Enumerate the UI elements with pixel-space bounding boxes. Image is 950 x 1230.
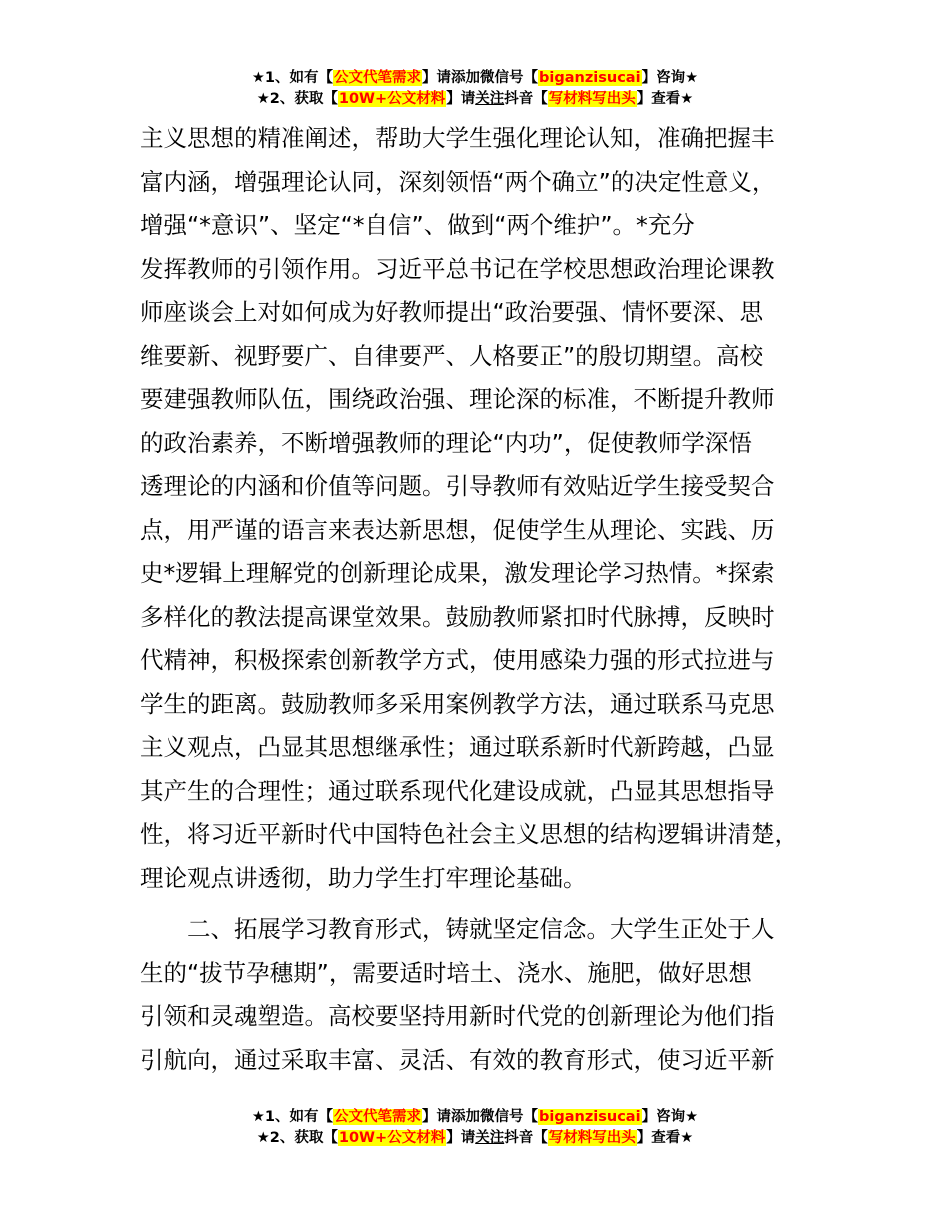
- footer-banner-line-1: ★1、如有【公文代笔需求】请添加微信号【biganzisucai】咨询★: [251, 1109, 699, 1125]
- text-line: 二、拓展学习教育形式，铸就坚定信念。大学生正处于人: [140, 915, 775, 943]
- header-banner-line-2: ★2、获取【10W+公文材料】请关注抖音【写材料写出头】查看★: [256, 91, 694, 107]
- header-highlight-service: 公文代笔需求: [334, 70, 422, 86]
- footer-banner-line-2: ★2、获取【10W+公文材料】请关注抖音【写材料写出头】查看★: [256, 1130, 694, 1146]
- footer-highlight-materials: 10W+公文材料: [338, 1130, 446, 1146]
- text-line: 主义思想的精准阐述，帮助大学生强化理论认知，准确把握丰: [140, 124, 775, 152]
- header-banner: [0, 68, 950, 110]
- text-line: 点，用严谨的语言来表达新思想，促使学生从理论、实践、历: [140, 515, 775, 544]
- text-line: 富内涵，增强理论认同，深刻领悟“两个确立”的决定性意义，: [140, 167, 776, 196]
- text-line: 性，将习近平新时代中国特色社会主义思想的结构逻辑讲清楚，: [140, 820, 798, 848]
- text-line: 理论观点讲透彻，助力学生打牢理论基础。: [140, 863, 587, 892]
- text-line: 发挥教师的引领作用。习近平总书记在学校思想政治理论课教: [140, 254, 775, 283]
- text-line: 维要新、视野要广、自律要严、人格要正”的殷切期望。高校: [140, 341, 764, 370]
- document-body: [140, 117, 840, 1082]
- text-line: 引航向，通过采取丰富、灵活、有效的教育形式，使习近平新: [140, 1045, 775, 1074]
- text-line: 多样化的教法提高课堂效果。鼓励教师紧扣时代脉搏，反映时: [140, 602, 775, 631]
- text-line: 透理论的内涵和价值等问题。引导教师有效贴近学生接受契合: [140, 472, 775, 500]
- footer-banner: [0, 1107, 950, 1149]
- paragraph-1: [140, 117, 840, 900]
- text-line: 增强“*意识”、坚定“*自信”、做到“两个维护”。*充分: [140, 211, 695, 239]
- header-banner-line-1: ★1、如有【公文代笔需求】请添加微信号【biganzisucai】咨询★: [251, 70, 699, 86]
- header-highlight-materials: 10W+公文材料: [338, 91, 446, 107]
- footer-highlight-service: 公文代笔需求: [334, 1109, 422, 1125]
- text-line: 生的“拔节孕穗期”，需要适时培土、浇水、施肥，做好思想: [140, 958, 752, 987]
- header-highlight-wechat-id: biganzisucai: [539, 70, 641, 86]
- text-line: 其产生的合理性；通过联系现代化建设成就，凸显其思想指导: [140, 776, 775, 805]
- text-line: 师座谈会上对如何成为好教师提出“政治要强、情怀要深、思: [140, 298, 764, 326]
- footer-highlight-wechat-id: biganzisucai: [539, 1109, 641, 1125]
- text-line: 代精神，积极探索创新教学方式，使用感染力强的形式拉进与: [140, 646, 775, 674]
- text-line: 主义观点，凸显其思想继承性；通过联系新时代新跨越，凸显: [140, 733, 775, 761]
- header-highlight-douyin: 写材料写出头: [548, 91, 636, 107]
- text-line: 的政治素养，不断增强教师的理论“内功”，促使教师学深悟: [140, 428, 752, 457]
- text-line: 史*逻辑上理解党的创新理论成果，激发理论学习热情。*探索: [140, 559, 775, 587]
- paragraph-spacer: [140, 900, 840, 908]
- footer-highlight-douyin: 写材料写出头: [548, 1130, 636, 1146]
- text-line: 引领和灵魂塑造。高校要坚持用新时代党的创新理论为他们指: [140, 1002, 775, 1030]
- text-line: 要建强教师队伍，围绕政治强、理论深的标准，不断提升教师: [140, 385, 775, 413]
- text-line: 学生的距离。鼓励教师多采用案例教学方法，通过联系马克思: [140, 689, 775, 718]
- paragraph-2: [140, 908, 840, 1082]
